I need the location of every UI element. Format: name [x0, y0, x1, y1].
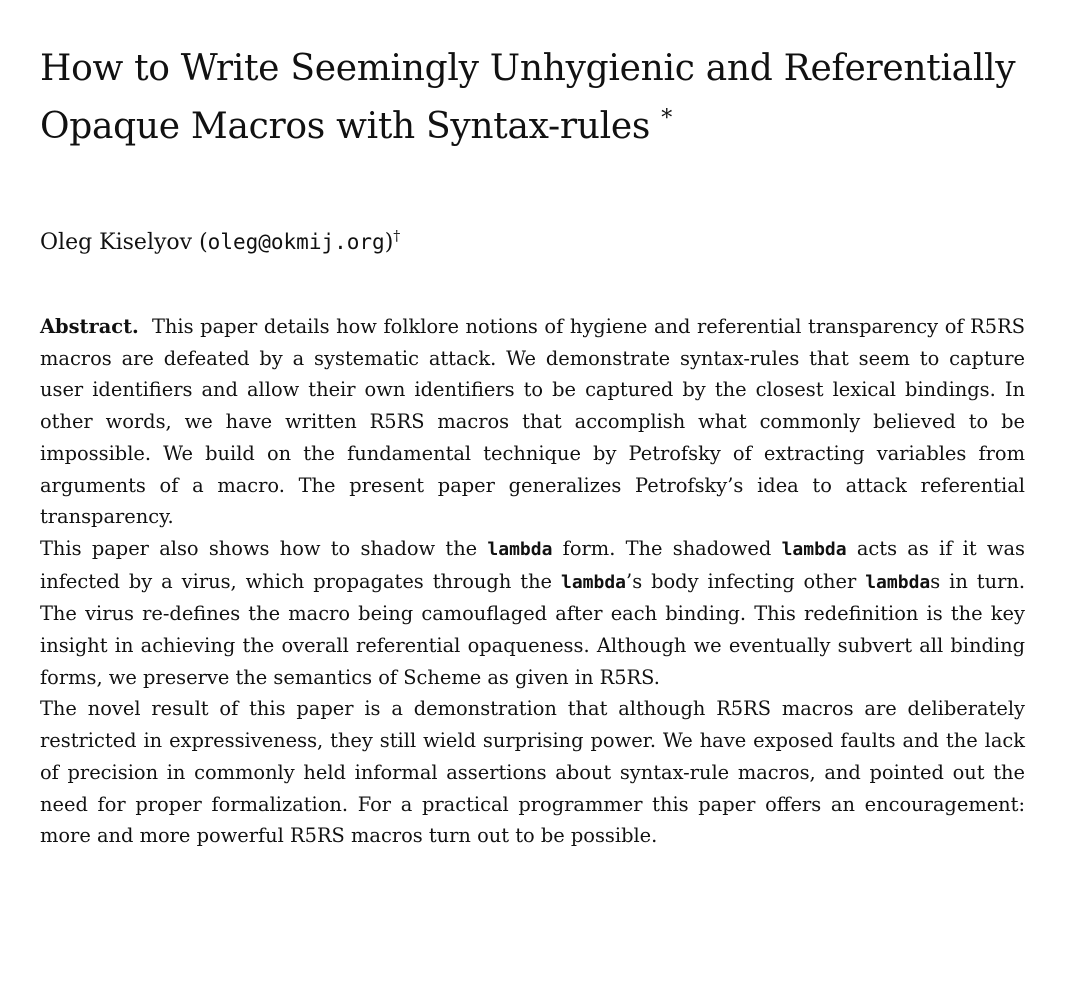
abstract-heading: Abstract. — [40, 315, 139, 338]
author-close-paren: ) — [384, 230, 394, 255]
code-lambda-3: lambda — [561, 571, 627, 593]
author-name: Oleg Kiselyov — [40, 230, 193, 255]
abstract-p2-text-5: s in turn. The virus re-defines the macro being camouflaged after each binding. This redefinition is the key insight in achieving the overall referential opaqueness. Although we eventually subvert all binding forms, we preserve the semantics of Scheme as given in R5RS. — [40, 569, 1025, 689]
author-open-paren: ( — [192, 230, 208, 255]
abstract-p2-text-1: This paper also shows how to shadow the — [40, 536, 488, 560]
abstract — [40, 311, 1025, 852]
paper-page — [40, 0, 1025, 852]
abstract-p2-text-2: form. The shadowed — [552, 536, 782, 560]
paper-title — [40, 0, 1025, 156]
title-line-1: How to Write Seemingly Unhygienic and Referentially — [40, 48, 1016, 89]
title-line-2: Opaque Macros with Syntax-rules — [40, 106, 651, 147]
code-lambda-2: lambda — [781, 538, 847, 560]
author-footnote-mark: † — [393, 228, 401, 245]
abstract-paragraph-1 — [40, 311, 1025, 533]
abstract-p2-text-3: acts as if it was infected by a virus, which propagates through the — [40, 536, 1026, 593]
code-lambda-1: lambda — [487, 538, 553, 560]
title-footnote-mark: * — [661, 106, 672, 131]
author-email: oleg@okmij.org — [207, 230, 385, 254]
author-line — [40, 226, 1025, 259]
abstract-paragraph-3: The novel result of this paper is a demonstration that although R5RS macros are deliberately restricted in expressiveness, they still wield surprising power. We have exposed faults and the lack of precision in commonly held informal assertions about syntax-rule macros, and pointed out the need for proper formalization. For a practical programmer this paper offers an encouragement: more and more powerful R5RS macros turn out to be possible. — [40, 697, 1025, 848]
code-lambda-4: lambda — [865, 571, 931, 593]
abstract-paragraph-1-text: This paper details how folklore notions of hygiene and referential transparency of R5RS macros are defeated by a systematic attack. We demonstrate syntax-rules that seem to capture user identifiers and allow their own identifiers to be captured by the closest lexical bindings. In other words, we have written R5RS macros that accomplish what commonly believed to be impossible. We build on the fundamental technique by Petrofsky of extracting variables from arguments of a macro. The present paper generalizes Petrofsky’s idea to attack referential transparency. — [40, 315, 1025, 529]
abstract-p2-text-4: ’s body infecting other — [626, 569, 866, 593]
abstract-paragraph-2 — [40, 533, 1025, 694]
